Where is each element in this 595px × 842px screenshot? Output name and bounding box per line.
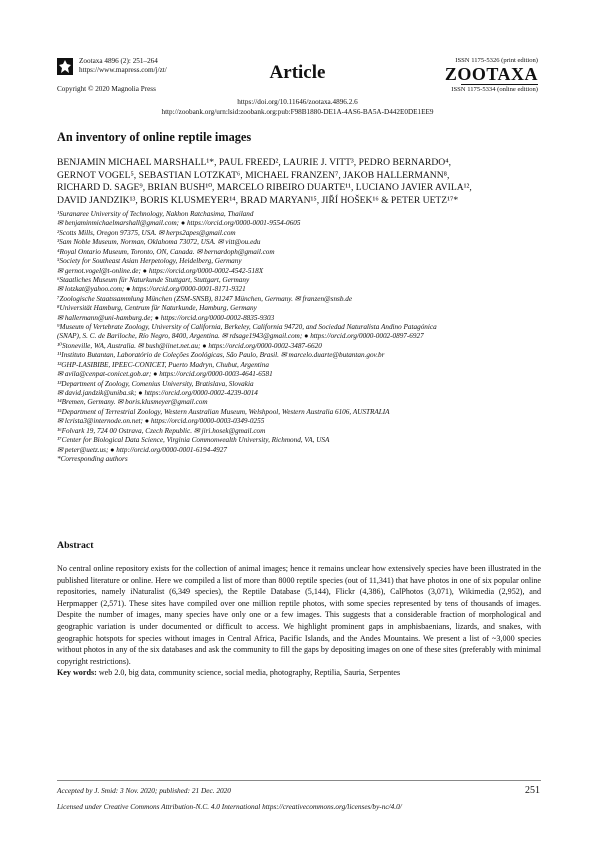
affiliation-line[interactable]: ⁷Zoologische Staatssammlung München (ZSM-SNSB), 81247 München, Germany. ✉ franzen@snsb.de [57, 294, 353, 303]
keywords-label: Key words: [57, 668, 97, 677]
doi-link[interactable]: https://doi.org/10.11646/zootaxa.4896.2.6 [237, 98, 358, 106]
affiliation-line[interactable]: ✉ lotzkat@yahoo.com; ● https://orcid.org/0000-0001-8171-9321 [57, 285, 246, 294]
affiliation-line[interactable]: ⁴Royal Ontario Museum, Toronto, ON, Canada. ✉ bernardoph@gmail.com [57, 247, 275, 256]
journal-url[interactable]: https://www.mapress.com/j/zt/ [79, 66, 167, 75]
author-line: DAVID JANDZIK¹³, BORIS KLUSMEYER¹⁴, BRAD MARYAN¹⁵, JIŘÍ HOŠEK¹⁶ & PETER UETZ¹⁷* [57, 194, 459, 206]
author-line: RICHARD D. SAGE⁹, BRIAN BUSH¹⁰, MARCELO RIBEIRO DUARTE¹¹, LUCIANO JAVIER AVILA¹², [57, 182, 472, 193]
affiliation-line[interactable]: ✉ gernot.vogel@t-online.de; ● https://orcid.org/0000-0002-4542-518X [57, 266, 264, 275]
affiliations [57, 210, 542, 464]
affiliation-line[interactable]: ¹¹Instituto Butantan, Laboratório de Coleções Zoológicas, São Paulo, Brasil. ✉ marcelo.duarte@butantan.gov.br [57, 351, 385, 360]
header-rule [461, 84, 538, 85]
accepted-line: Accepted by J. Smid: 3 Nov. 2020; published: 21 Dec. 2020 [57, 786, 231, 795]
affiliation-line[interactable]: ³Sam Noble Museum, Norman, Oklahoma 73072, USA. ✉ vitt@ou.edu [57, 238, 261, 247]
journal-line: Zootaxa 4896 (2): 251–264 [79, 57, 158, 65]
affiliation-line[interactable]: ✉ avila@cenpat-conicet.gob.ar; ● https://orcid.org/0000-0003-4641-6581 [57, 370, 273, 379]
affiliation-line[interactable]: ¹⁶Folvark 19, 724 00 Ostrava, Czech Republic. ✉ jiri.hosek@gmail.com [57, 426, 266, 435]
affiliation-line[interactable]: ✉ lcrista3@internode.on.net; ● https://orcid.org/0000-0003-0349-0255 [57, 417, 265, 426]
affiliation-line[interactable]: ¹⁴Bremen, Germany. ✉ boris.klusmeyer@gmail.com [57, 398, 208, 407]
affiliation-line: ⁶Staatliches Museum für Naturkunde Stuttgart, Stuttgart, Germany [57, 275, 250, 284]
affiliation-line[interactable]: ✉ david.jandzik@uniba.sk; ● https://orcid.org/0000-0002-4239-0014 [57, 389, 258, 398]
issn-print: ISSN 1175-5326 (print edition) [455, 57, 538, 64]
page-number: 251 [525, 785, 540, 796]
affiliation-line: ⁵Society for Southeast Asian Herpetology, Heidelberg, Germany [57, 257, 242, 266]
abstract-text: No central online repository exists for the collection of animal images; hence it remains unclear how extensively species have been illustrated in the published literature or online. Here we compiled a list of more than 8000 reptile species (out of 11,341) that have photos in one of six popular online repositories, namely iNaturalist (6,349 species), the Reptile Database (5,144), Flickr (4,386), CalPhotos (3,071), Wikimedia (2,952), and Herpmapper (2,571). These sites have compiled over one million reptile photos, with some species represented by tens of thousands of images. Despite the number of images, many species have only one or a few images. This suggests that a considerable fraction of morphological and geographic variation is under documented or difficult to access. We highlight prominent gaps in amphisbaenians, lizards, and snakes, with geographic hotspots for species without images in Central Africa, Pacific Islands, and the Andes Mountains. We present a list of ~3,000 species without photos in any of the six databases and ask the community to fill the gaps by depositing images on one of these sites (preferably with minimal copyright restrictions). [57, 564, 541, 666]
article-label: Article [269, 62, 326, 83]
keywords-text: web 2.0, big data, community science, social media, photography, Reptilia, Sauria, Serpentes [98, 668, 401, 677]
affiliation-line[interactable]: ✉ peter@uetz.us; ● http://orcid.org/0000-0001-6194-4927 [57, 445, 227, 454]
affiliation-line: ¹Suranaree University of Technology, Nakhon Ratchasima, Thailand [57, 210, 254, 218]
affiliation-line: ¹⁷Center for Biological Data Science, Virginia Commonwealth University, Richmond, VA, USA [57, 436, 330, 445]
affiliation-line: *Corresponding authors [57, 454, 128, 463]
license-line[interactable]: Licensed under Creative Commons Attribution-N.C. 4.0 International https://creativecommons.org/licenses/by-nc/4.0/ [57, 802, 402, 811]
affiliation-line[interactable]: ✉ hallermann@uni-hamburg.de; ● https://orcid.org/0000-0002-8835-9303 [57, 313, 275, 322]
abstract-heading: Abstract [57, 540, 94, 551]
issn-online: ISSN 1175-5334 (online edition) [451, 86, 538, 93]
author-line: GERNOT VOGEL⁵, SEBASTIAN LOTZKAT⁶, MICHAEL FRANZEN⁷, JAKOB HALLERMANN⁸, [57, 169, 450, 181]
affiliation-line[interactable]: ¹⁰Stoneville, WA, Australia. ✉ bush@iinet.net.au; ● https://orcid.org/0000-0002-3487-6620 [57, 341, 322, 350]
affiliation-line[interactable]: ✉ benjaminmichaelmarshall@gmail.com; ● https://orcid.org/0000-0001-9554-0605 [57, 219, 301, 228]
affiliation-line: ¹²GHP-LASIBIBE, IPEEC-CONICET, Puerto Madryn, Chubut, Argentina [57, 360, 269, 369]
affiliation-line: ⁸Universität Hamburg, Centrum für Naturkunde, Hamburg, Germany [57, 304, 257, 313]
author-line: BENJAMIN MICHAEL MARSHALL¹*, PAUL FREED², LAURIE J. VITT³, PEDRO BERNARDO⁴, [57, 157, 451, 168]
affiliation-line: ¹³Department of Zoology, Comenius University, Bratislava, Slovakia [57, 379, 254, 388]
paper-title: An inventory of online reptile images [57, 130, 252, 144]
journal-name: ZOOTAXA [444, 64, 538, 84]
footer-rule [57, 780, 541, 781]
affiliation-line: ¹⁵Department of Terrestrial Zoology, Western Australian Museum, Welshpool, Western Australia 6106, AUSTRALIA [57, 407, 390, 416]
affiliation-line[interactable]: ²Scotts Mills, Oregon 97375, USA. ✉ herps2apes@gmail.com [57, 228, 236, 237]
copyright: Copyright © 2020 Magnolia Press [57, 85, 156, 93]
doi-block [0, 97, 595, 117]
keywords [57, 668, 541, 677]
affiliation-line[interactable]: (SNAP), S. C. de Bariloche, Río Negro, 8400, Argentina. ✉ rdsage1943@gmail.com; ● https://orcid.org/0000-0002-0897-6927 [57, 332, 424, 341]
author-list [57, 157, 547, 207]
affiliation-line: ⁹Museum of Vertebrate Zoology, University of California, Berkeley, California 94720, and Sociedad Naturalista Andino Patagónica [57, 323, 437, 332]
zoobank-link[interactable]: http://zoobank.org/urn:lsid:zoobank.org:pub:F98B1880-DE1A-4AS6-BA5A-D442E0DE1EE9 [161, 108, 434, 116]
